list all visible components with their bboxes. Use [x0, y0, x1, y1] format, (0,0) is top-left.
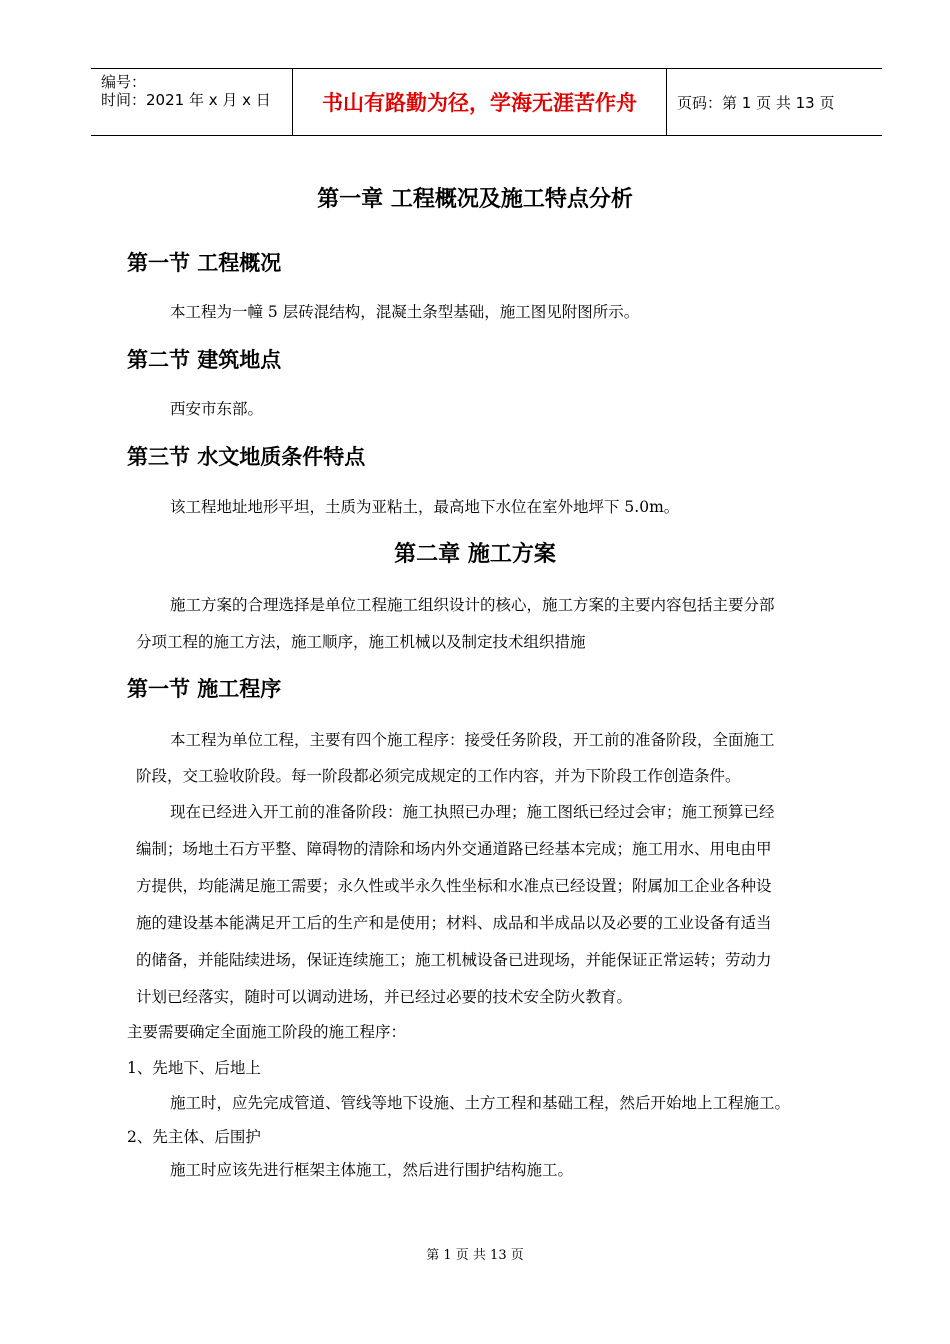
document-header — [91, 68, 882, 136]
header-meta-cell — [91, 69, 293, 135]
chapter-2-paragraph-line: 分项工程的施工方法，施工顺序，施工机械以及制定技术组织措施 — [136, 633, 586, 651]
header-motto: 书山有路勤为径，学海无涯苦作舟 — [322, 91, 637, 115]
page-footer: 第 1 页 共 13 页 — [426, 1248, 524, 1263]
section-4-paragraph-line: 方提供，均能满足施工需要；永久性或半永久性坐标和水准点已经设置；附属加工企业各种设 — [136, 877, 772, 895]
section-4-title: 第一节 施工程序 — [127, 677, 282, 701]
section-2-title: 第二节 建筑地点 — [127, 348, 282, 372]
list-item-title: 2、先主体、后围护 — [127, 1128, 261, 1146]
header-motto-cell — [293, 69, 667, 135]
chapter-2-title: 第二章 施工方案 — [394, 542, 556, 567]
section-3-title: 第三节 水文地质条件特点 — [127, 445, 366, 469]
document-number-label: 编号： — [101, 73, 147, 91]
section-3-paragraph: 该工程地址地形平坦，土质为亚粘土，最高地下水位在室外地坪下 5.0m。 — [170, 498, 680, 516]
section-4-paragraph-line: 施的建设基本能满足开工后的生产和是使用；材料、成品和半成品以及必要的工业设备有适当 — [136, 914, 772, 932]
document-time-label: 时间：2021 年 x 月 x 日 — [101, 91, 271, 109]
section-4-paragraph-line: 现在已经进入开工前的准备阶段：施工执照已办理；施工图纸已经过会审；施工预算已经 — [170, 803, 775, 821]
list-item-text: 施工时，应先完成管道、管线等地下设施、土方工程和基础工程，然后开始地上工程施工。 — [170, 1094, 791, 1112]
section-4-paragraph-line: 的储备，并能陆续进场，保证连续施工；施工机械设备已进现场，并能保证正常运转；劳动力 — [136, 951, 772, 969]
section-4-paragraph-line: 计划已经落实，随时可以调动进场，并已经过必要的技术安全防火教育。 — [136, 988, 633, 1006]
header-page-label: 页码：第 1 页 共 13 页 — [677, 94, 835, 112]
chapter-2-paragraph-line: 施工方案的合理选择是单位工程施工组织设计的核心，施工方案的主要内容包括主要分部 — [170, 596, 775, 614]
section-4-paragraph-line: 主要需要确定全面施工阶段的施工程序： — [127, 1023, 407, 1041]
chapter-1-title: 第一章 工程概况及施工特点分析 — [317, 187, 633, 212]
section-4-paragraph-line: 本工程为单位工程，主要有四个施工程序：接受任务阶段，开工前的准备阶段，全面施工 — [170, 731, 775, 749]
section-4-paragraph-line: 编制；场地土石方平整、障碍物的清除和场内外交通道路已经基本完成；施工用水、用电由甲 — [136, 840, 772, 858]
section-1-title: 第一节 工程概况 — [127, 251, 282, 275]
section-2-paragraph: 西安市东部。 — [170, 400, 264, 418]
section-1-paragraph: 本工程为一幢 5 层砖混结构，混凝土条型基础，施工图见附图所示。 — [170, 303, 640, 321]
section-4-paragraph-line: 阶段，交工验收阶段。每一阶段都必须完成规定的工作内容，并为下阶段工作创造条件。 — [136, 767, 741, 785]
list-item-text: 施工时应该先进行框架主体施工，然后进行围护结构施工。 — [170, 1161, 574, 1179]
list-item-title: 1、先地下、后地上 — [127, 1059, 261, 1077]
header-page-cell — [667, 69, 882, 135]
